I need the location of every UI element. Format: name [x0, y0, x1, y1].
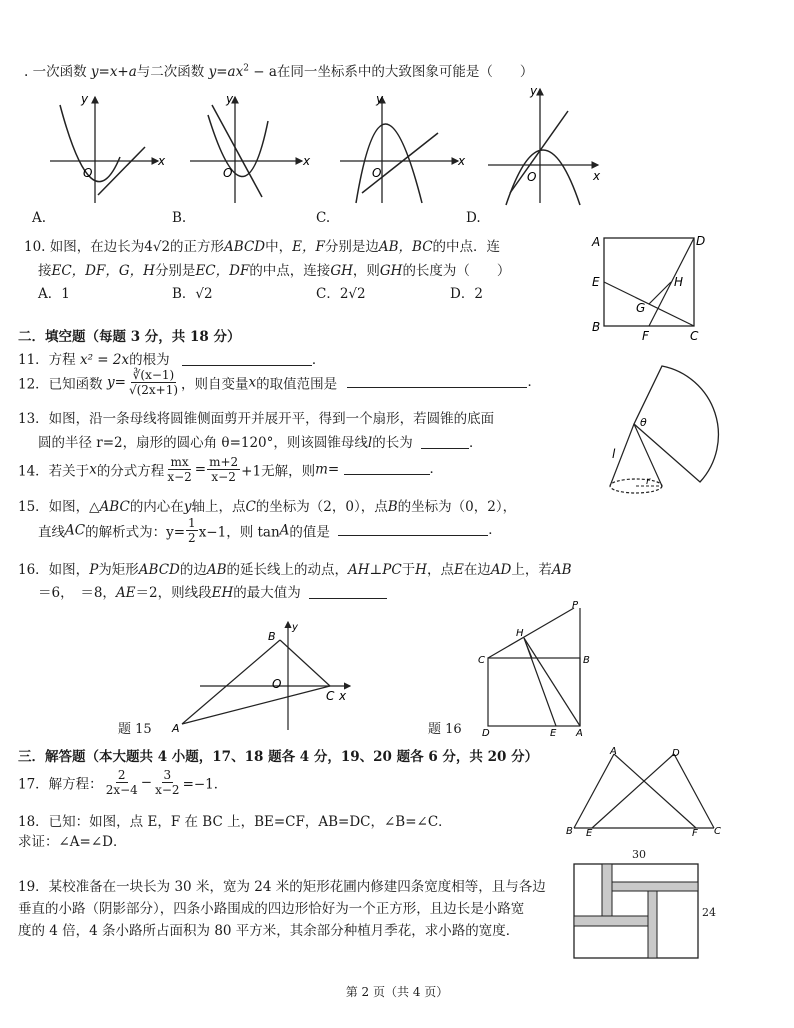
svg-text:O: O: [272, 677, 282, 691]
svg-text:H: H: [674, 275, 684, 289]
svg-text:y: y: [226, 92, 234, 106]
q10-option-d: D．2: [450, 286, 483, 302]
svg-text:O: O: [527, 170, 537, 184]
section2-heading: 二．填空题（每题 3 分，共 18 分）: [18, 329, 241, 345]
svg-text:D: D: [672, 748, 680, 759]
svg-text:B: B: [583, 655, 590, 666]
svg-text:x: x: [593, 169, 601, 183]
q16-answer-blank[interactable]: [309, 584, 387, 599]
q10-line2: 接EC，DF，G，H分别是EC，DF的中点，连接GH，则GH的长度为（ ）: [38, 263, 511, 279]
q19-line3: 度的 4 倍，4 条小路所占面积为 80 平方米，其余部分种植月季花，求小路的宽度．: [18, 923, 520, 939]
q10-line1: 10. 如图，在边长为4√2的正方形ABCD中，E，F分别是边AB，BC的中点．连: [24, 239, 501, 255]
svg-text:C: C: [690, 329, 699, 343]
svg-text:D: D: [482, 728, 490, 738]
section3-heading: 三．解答题（本大题共 4 小题，17、18 题各 4 分，19、20 题各 6 分，共 20 分）: [18, 749, 539, 765]
graph-a: [50, 92, 166, 203]
q13-figure: [600, 358, 720, 498]
svg-text:r: r: [646, 476, 651, 487]
q11-answer-blank[interactable]: [182, 351, 312, 366]
q19-fig-width-label: 30: [632, 848, 646, 861]
graph-c: [340, 92, 466, 203]
q15-answer-blank[interactable]: [338, 521, 488, 536]
svg-text:C: C: [478, 655, 485, 666]
q13-line2: 圆的半径 r=2，扇形的圆心角 θ=120°，则该圆锥母线l的长为 ．: [38, 435, 483, 451]
q10-option-b: B．√2: [172, 286, 213, 302]
svg-text:O: O: [83, 166, 93, 180]
q19-line2: 垂直的小路（阴影部分），四条小路围成的四边形恰好为一个正方形，且边长是小路宽: [18, 901, 525, 917]
svg-text:x: x: [158, 154, 166, 168]
svg-text:E: E: [592, 275, 600, 289]
graph-d: [488, 85, 601, 205]
svg-text:C: C: [714, 826, 721, 836]
fig16-caption: 题 16: [428, 722, 462, 737]
q9-stem: . 一次函数 y=x+a与二次函数 $y=ax^2 - a$在同一坐标系中的大致图象可能是（ ）: [24, 63, 534, 80]
svg-text:A: A: [592, 235, 601, 249]
q14: 14．若关于x的分式方程 $\frac{mx}{x-2}$ = $\frac{m+2}{x-2}$ +1无解，则m= ．: [18, 455, 443, 484]
svg-text:l: l: [612, 447, 616, 461]
q11: 11．方程 x² = 2x的根为 ．: [18, 352, 326, 368]
svg-text:D: D: [696, 234, 706, 248]
q9-option-d: D.: [466, 210, 481, 226]
svg-text:B: B: [566, 826, 573, 836]
svg-text:A: A: [610, 746, 617, 757]
svg-text:B: B: [592, 320, 601, 334]
q13-line1: 13．如图，沿一条母线将圆锥侧面剪开并展开平，得到一个扇形，若圆锥的底面: [18, 411, 495, 427]
q16-line2: ＝6， ＝8，AE＝2，则线段EH的最大值为: [38, 581, 387, 601]
svg-text:F: F: [692, 828, 698, 836]
svg-text:y: y: [292, 622, 298, 633]
q18-line2: 求证：∠A=∠D．: [18, 834, 127, 850]
svg-text:G: G: [636, 301, 646, 315]
svg-text:P: P: [572, 600, 579, 611]
q13-answer-blank[interactable]: [421, 434, 469, 449]
svg-text:x: x: [458, 154, 466, 168]
svg-text:B: B: [268, 630, 276, 643]
svg-text:y: y: [530, 85, 538, 98]
q9-option-a: A.: [32, 210, 47, 226]
svg-text:O: O: [372, 166, 382, 180]
svg-text:A: A: [576, 728, 583, 738]
q15-line2: 直线AC的解析式为：y= $\frac{1}{2}$ x−1，则 tanA的值是 ．: [38, 516, 502, 545]
page-footer: 第 2 页（共 4 页）: [345, 985, 449, 999]
q10-option-a: A．1: [38, 286, 70, 302]
svg-text:E: E: [586, 828, 593, 836]
svg-text:E: E: [550, 728, 557, 738]
q18-figure: [564, 744, 724, 836]
q9-option-c: C.: [316, 210, 331, 226]
svg-text:O: O: [223, 166, 233, 180]
q10-option-c: C．2√2: [316, 286, 366, 302]
svg-text:A: A: [172, 722, 180, 735]
q17: 17．解方程： $\frac{2}{2x-4}$ − $\frac{3}{x-2}$ =−1．: [18, 768, 228, 797]
svg-text:x: x: [303, 154, 311, 168]
graph-b: [190, 92, 311, 203]
q9-graphs: [40, 85, 620, 210]
svg-text:y: y: [81, 92, 89, 106]
svg-text:θ: θ: [640, 416, 647, 429]
svg-text:y: y: [376, 92, 384, 106]
svg-text:F: F: [642, 329, 649, 343]
q16-line1: 16．如图，P为矩形ABCD的边AB的延长线上的动点，AH⊥PC于H，点E在边AD上，若AB: [18, 562, 572, 578]
fig16: [476, 596, 596, 738]
q14-answer-blank[interactable]: [344, 460, 430, 475]
q19-figure: [572, 862, 720, 962]
q15-line1: 15．如图，△ABC的内心在y轴上，点C的坐标为（2，0），点B的坐标为（0，2），: [18, 499, 517, 515]
svg-text:x: x: [339, 689, 347, 703]
q19-fig-height-label: 24: [702, 906, 716, 919]
svg-text:H: H: [516, 628, 524, 639]
q18-line1: 18．已知：如图，点 E，F 在 BC 上，BE=CF，AB=DC，∠B=∠C．: [18, 814, 452, 830]
q12-answer-blank[interactable]: [347, 373, 527, 388]
q19-line1: 19．某校准备在一块长为 30 米，宽为 24 米的矩形花圃内修建四条宽度相等，且与各边: [18, 879, 546, 895]
fig15: [170, 618, 360, 736]
svg-text:C: C: [326, 689, 335, 703]
q12: 12．已知函数 y= $\frac{∛(x-1)}{√(2x+1)}$ ，则自变量x的取值范围是 ．: [18, 368, 541, 397]
q10-figure: [588, 228, 713, 346]
q9-option-b: B.: [172, 210, 187, 226]
fig15-caption: 题 15: [118, 722, 152, 737]
